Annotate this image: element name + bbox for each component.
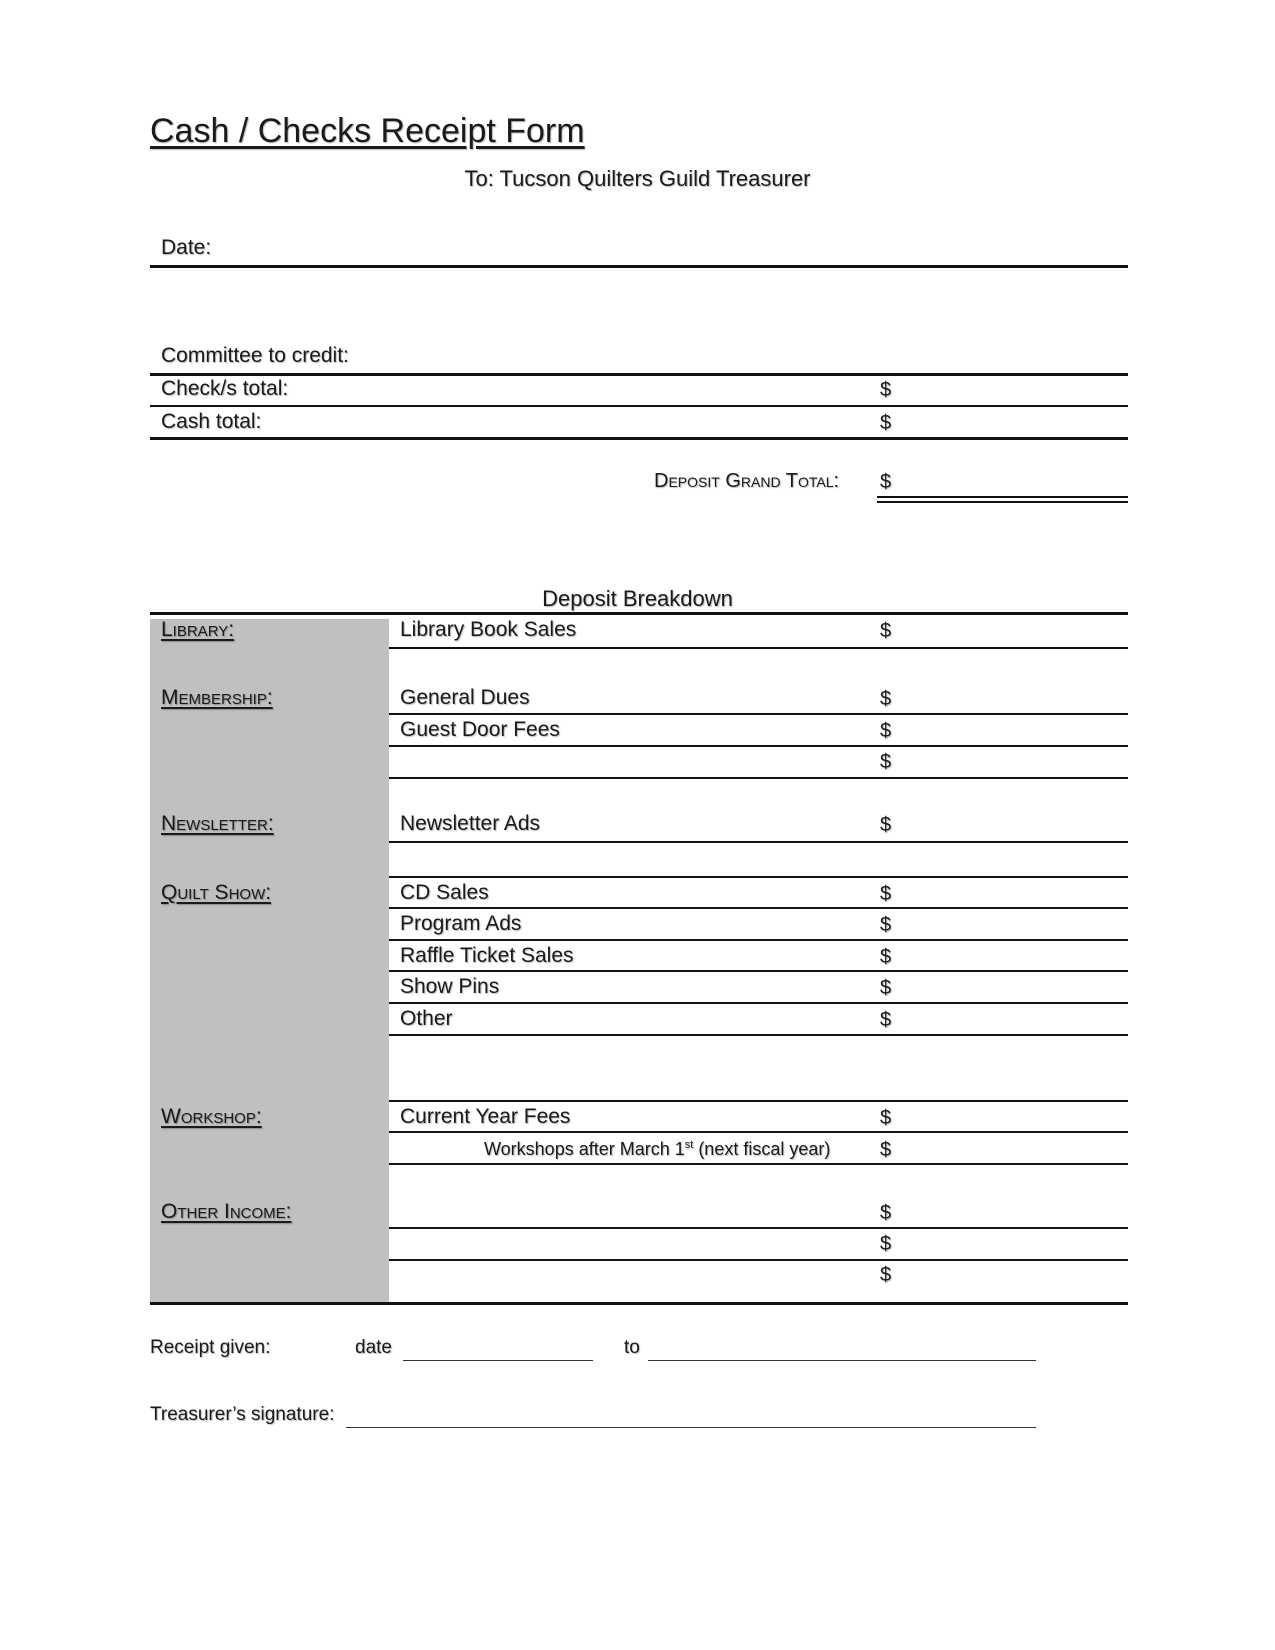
- breakdown-top-rule: [150, 612, 1128, 615]
- item-library-book-sales: Library Book Sales: [400, 618, 577, 641]
- item-current-year-fees: Current Year Fees: [400, 1105, 571, 1128]
- line-library-book-sales[interactable]: [389, 647, 1128, 649]
- dollar-other-income-1: $: [880, 1202, 892, 1224]
- line-quilt-show-spacer: [389, 1100, 1128, 1102]
- line-other-income-1[interactable]: [389, 1227, 1128, 1229]
- line-guest-door-fees[interactable]: [389, 745, 1128, 747]
- workshops-after-suffix: (next fiscal year): [693, 1139, 831, 1159]
- dollar-program-ads: $: [880, 914, 892, 936]
- workshops-after-superscript: st: [684, 1139, 694, 1151]
- category-workshop: Workshop:: [161, 1105, 262, 1128]
- category-library: Library:: [161, 618, 235, 641]
- page-subtitle: To: Tucson Quilters Guild Treasurer: [464, 166, 811, 191]
- grand-total-double-line: [877, 501, 1128, 503]
- dollar-other-income-2: $: [880, 1233, 892, 1255]
- date-label: Date:: [161, 236, 212, 259]
- line-other[interactable]: [389, 1034, 1128, 1036]
- dollar-show-pins: $: [880, 977, 892, 999]
- dollar-other-income-3: $: [880, 1264, 892, 1286]
- category-membership: Membership:: [161, 686, 273, 709]
- item-general-dues: General Dues: [400, 686, 530, 709]
- signature-label: Treasurer’s signature:: [150, 1404, 335, 1425]
- grand-total-label: Deposit Grand Total:: [654, 470, 840, 492]
- checks-total-label: Check/s total:: [161, 377, 289, 400]
- dollar-guest-door-fees: $: [880, 720, 892, 742]
- line-cd-sales[interactable]: [389, 907, 1128, 909]
- category-other-income: Other Income:: [161, 1200, 292, 1223]
- grand-total-line[interactable]: [877, 496, 1128, 498]
- receipt-given-label: Receipt given:: [150, 1337, 271, 1358]
- workshops-after-text: Workshops after March 1: [484, 1139, 685, 1159]
- breakdown-title: Deposit Breakdown: [542, 586, 733, 611]
- item-raffle-ticket-sales: Raffle Ticket Sales: [400, 944, 574, 967]
- item-guest-door-fees: Guest Door Fees: [400, 718, 560, 741]
- line-program-ads[interactable]: [389, 939, 1128, 941]
- dollar-cd-sales: $: [880, 883, 892, 905]
- item-cd-sales: CD Sales: [400, 881, 489, 904]
- dollar-workshops-after-march: $: [880, 1139, 892, 1161]
- line-newsletter-ads[interactable]: [389, 841, 1128, 843]
- cash-total-dollar: $: [880, 412, 892, 434]
- receipt-date-field[interactable]: [403, 1360, 593, 1361]
- dollar-newsletter-ads: $: [880, 814, 892, 836]
- line-raffle-ticket-sales[interactable]: [389, 970, 1128, 972]
- line-show-pins[interactable]: [389, 1002, 1128, 1004]
- line-other-income-2[interactable]: [389, 1259, 1128, 1261]
- grand-total-dollar: $: [880, 471, 892, 493]
- item-other: Other: [400, 1007, 453, 1030]
- signature-field[interactable]: [346, 1427, 1036, 1428]
- page-title: Cash / Checks Receipt Form: [150, 112, 585, 150]
- receipt-date-label: date: [355, 1337, 392, 1358]
- cash-total-label: Cash total:: [161, 410, 262, 433]
- line-workshops-after-march[interactable]: [389, 1163, 1128, 1165]
- item-program-ads: Program Ads: [400, 912, 522, 935]
- cash-total-line[interactable]: [150, 437, 1128, 440]
- category-newsletter: Newsletter:: [161, 812, 274, 835]
- line-membership-blank[interactable]: [389, 777, 1128, 779]
- category-quilt-show: Quilt Show:: [161, 881, 272, 904]
- dollar-general-dues: $: [880, 688, 892, 710]
- item-newsletter-ads: Newsletter Ads: [400, 812, 541, 835]
- receipt-to-field[interactable]: [648, 1360, 1036, 1361]
- line-newsletter-spacer: [389, 876, 1128, 878]
- checks-total-dollar: $: [880, 379, 892, 401]
- breakdown-bottom-rule: [150, 1302, 1128, 1305]
- date-field-line[interactable]: [150, 265, 1128, 268]
- line-current-year-fees[interactable]: [389, 1131, 1128, 1133]
- dollar-membership-blank: $: [880, 751, 892, 773]
- dollar-other: $: [880, 1009, 892, 1031]
- receipt-to-label: to: [624, 1337, 640, 1358]
- committee-field-line[interactable]: [150, 373, 1128, 376]
- line-general-dues[interactable]: [389, 713, 1128, 715]
- dollar-current-year-fees: $: [880, 1107, 892, 1129]
- committee-label: Committee to credit:: [161, 344, 349, 367]
- checks-total-line[interactable]: [150, 405, 1128, 407]
- item-show-pins: Show Pins: [400, 975, 500, 998]
- dollar-raffle-ticket-sales: $: [880, 946, 892, 968]
- item-workshops-after-march: [484, 1139, 830, 1160]
- dollar-library-book-sales: $: [880, 620, 892, 642]
